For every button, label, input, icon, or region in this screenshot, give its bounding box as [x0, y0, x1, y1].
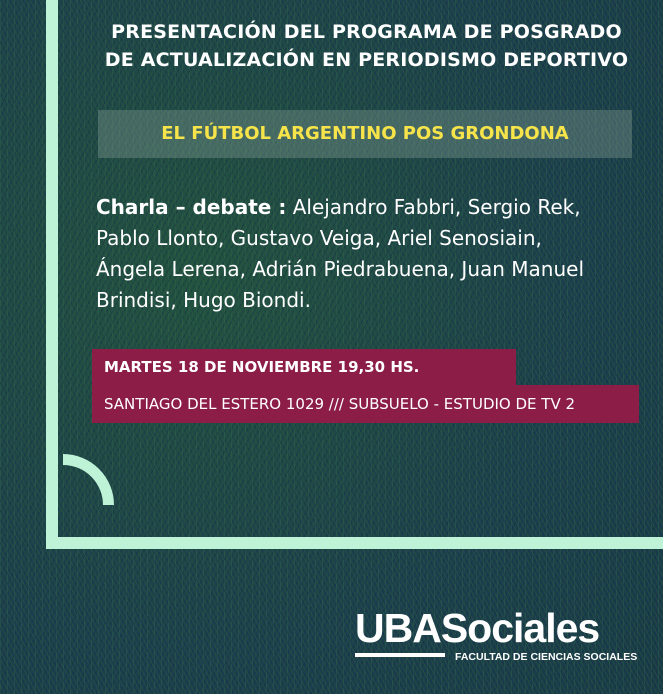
speakers-line-2: Pablo Llonto, Gustavo Veiga, Ariel Senosiain, — [96, 226, 542, 250]
logo-rule — [355, 653, 445, 657]
event-address: SANTIAGO DEL ESTERO 1029 /// SUBSUELO - ESTUDIO DE TV 2 — [104, 395, 576, 413]
uba-sociales-logo — [355, 606, 640, 666]
logo-subtitle: FACULTAD DE CIENCIAS SOCIALES — [455, 651, 638, 663]
field-bottom-line — [46, 537, 663, 549]
speakers-block — [96, 192, 656, 316]
heading-line-1: PRESENTACIÓN DEL PROGRAMA DE POSGRADO — [111, 21, 622, 43]
event-subtitle: EL FÚTBOL ARGENTINO POS GRONDONA — [161, 123, 569, 144]
logo-wordmark: UBASociales — [355, 605, 600, 651]
event-date: MARTES 18 DE NOVIEMBRE 19,30 HS. — [104, 358, 420, 376]
heading-line-2: DE ACTUALIZACIÓN EN PERIODISMO DEPORTIVO — [104, 49, 629, 71]
speakers-line-4: Brindisi, Hugo Biondi. — [96, 288, 311, 312]
speakers-line-3: Ángela Lerena, Adrián Piedrabuena, Juan Manuel — [96, 257, 585, 281]
speakers-line-1-names: Alejandro Fabbri, Sergio Rek, — [286, 195, 581, 219]
speakers-line-1 — [96, 192, 656, 223]
field-left-line — [46, 0, 58, 548]
event-heading — [70, 18, 663, 74]
talk-label: Charla – debate : — [96, 195, 287, 219]
